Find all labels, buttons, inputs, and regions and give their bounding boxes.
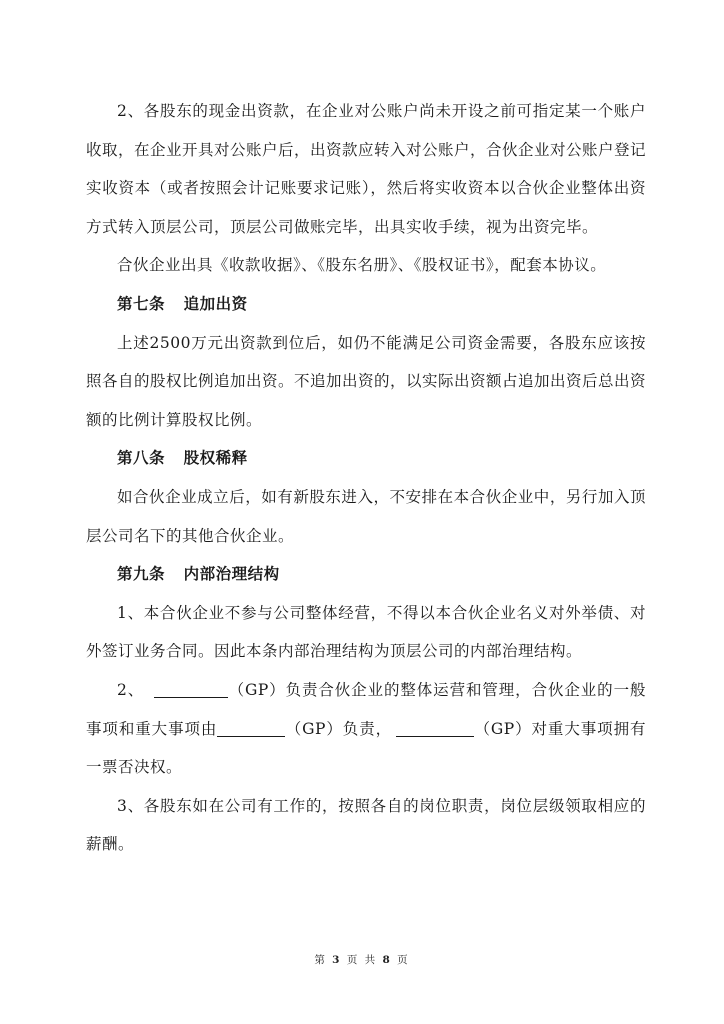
gp-name-blank-1 — [154, 681, 228, 698]
gp-name-blank-2 — [217, 720, 285, 737]
paragraph-receipts: 合伙企业出具《收款收据》、《股东名册》、《股权证书》，配套本协议。 — [117, 256, 607, 275]
paragraph-additional-capital: 上述2500万元出资款到位后，如仍不能满足公司资金需要，各股东应该按照各自的股权比例追加出资。不追加出资的，以实际出资额占追加出资后总出资额的比例计算股权比例。 — [86, 333, 647, 429]
footer-post: 页 — [397, 954, 410, 966]
document-body — [86, 92, 646, 864]
gp-name-blank-3 — [396, 720, 474, 737]
article-9-title: 内部治理结构 — [183, 564, 280, 584]
article-9-heading — [86, 555, 646, 594]
paragraph-dilution: 如合伙企业成立后，如有新股东进入，不安排在本合伙企业中，另行加入顶层公司名下的其他合伙企业。 — [86, 487, 646, 545]
paragraph-cash-contribution: 2、各股东的现金出资款，在企业对公账户尚未开设之前可指定某一个账户收取，在企业开具对公账户后，出资款应转入对公账户，合伙企业对公账户登记实收资本（或者按照会计记账要求记账），然后将实收资本以合伙企业整体出资方式转入顶层公司，顶层公司做账完毕，出具实收手续，视为出资完毕。 — [86, 102, 647, 236]
article-8-title: 股权稀释 — [183, 448, 248, 468]
total-page-number: 8 — [382, 954, 392, 966]
article-8-number: 第八条 — [117, 448, 166, 468]
article-7-number: 第七条 — [117, 293, 166, 313]
governance-2-lead: 2、 — [117, 680, 145, 699]
footer-mid: 页 共 — [346, 954, 378, 966]
article-7-title: 追加出资 — [183, 293, 248, 313]
article-9-number: 第九条 — [117, 564, 166, 584]
page-footer — [0, 952, 724, 967]
current-page-number: 3 — [332, 954, 342, 966]
paragraph-governance-1: 1、本合伙企业不参与公司整体经营，不得以本合伙企业名义对外举债、对外签订业务合同。因此本条内部治理结构为顶层公司的内部治理结构。 — [86, 603, 646, 661]
article-7-heading — [86, 285, 646, 324]
footer-pre: 第 — [314, 954, 327, 966]
paragraph-governance-3: 3、各股东如在公司有工作的，按照各自的岗位职责，岗位层级领取相应的薪酬。 — [86, 796, 646, 854]
governance-2-part-b: （GP）负责合伙企业的整体运营和管理，合伙企业的一般事项和重大事项由 — [86, 680, 646, 738]
article-8-heading — [86, 439, 646, 478]
paragraph-governance-2 — [86, 671, 646, 787]
governance-2-part-c: （GP）负责， — [285, 719, 393, 738]
governance-2-part-d: （GP）对重大事项拥有一票否决权。 — [86, 719, 647, 777]
